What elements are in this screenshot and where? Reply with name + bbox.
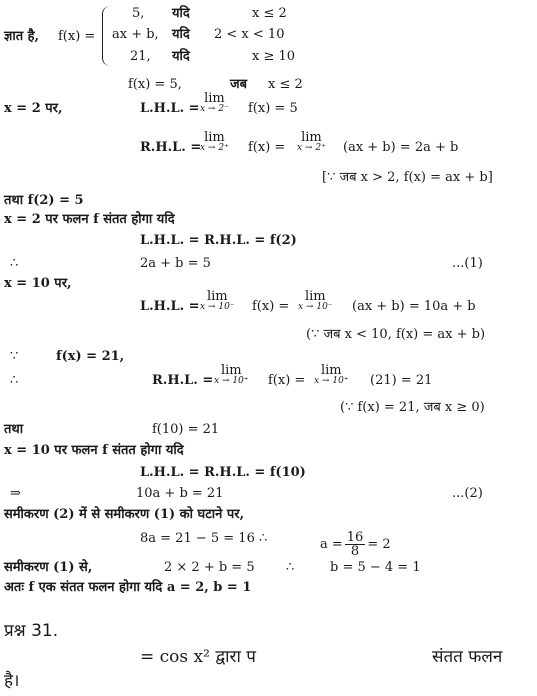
equation-1: 2a + b = 5 bbox=[140, 256, 211, 271]
cont-at-10: x = 10 पर फलन f संतत होगा यदि bbox=[4, 443, 184, 458]
question-31-right: संतत फलन bbox=[432, 647, 503, 667]
therefore-2: ∴ bbox=[10, 373, 19, 388]
line-fx5: f(x) = 5, bbox=[128, 77, 182, 92]
rhl10-result: (21) = 21 bbox=[370, 373, 433, 388]
lhl2-result: f(x) = 5 bbox=[248, 101, 298, 116]
rhl10-lim2: lim x → 10⁺ bbox=[314, 363, 349, 386]
case2-cond: 2 < x < 10 bbox=[214, 27, 285, 42]
therefore-3: ∴ bbox=[286, 560, 295, 575]
case3-val: 21, bbox=[130, 49, 151, 64]
from-equation-1: समीकरण (1) से, bbox=[4, 560, 93, 575]
conclusion: अतः f एक संतत फलन होगा यदि a = 2, b = 1 bbox=[4, 580, 252, 595]
rhl2-mid: f(x) = bbox=[248, 140, 286, 155]
subtract-step: समीकरण (2) में से समीकरण (1) को घटाने पर, bbox=[4, 507, 245, 522]
eqcond-2: L.H.L. = R.H.L. = f(2) bbox=[140, 233, 297, 248]
note-2: (∵ जब x < 10, f(x) = ax + b) bbox=[306, 327, 486, 342]
cont-at-2: x = 2 पर फलन f संतत होगा यदि bbox=[4, 212, 175, 227]
b-value: b = 5 − 4 = 1 bbox=[330, 560, 421, 575]
case3-word: यदि bbox=[172, 49, 190, 64]
a-fraction: $\frac{16}{8}$ bbox=[346, 530, 364, 559]
rhl-lim1: lim x → 2⁺ bbox=[200, 130, 229, 153]
at-x2: x = 2 पर, bbox=[4, 101, 63, 116]
question-31-end: है। bbox=[4, 671, 20, 691]
implies-sign: ⇒ bbox=[10, 486, 21, 501]
case3-cond: x ≥ 10 bbox=[252, 49, 296, 64]
eight-a: 8a = 21 − 5 = 16 ∴ bbox=[140, 531, 268, 546]
equation-2-number: ...(2) bbox=[452, 486, 483, 501]
lhl10-lim2: lim x → 10⁻ bbox=[298, 289, 333, 312]
case2-val: ax + b, bbox=[112, 27, 159, 42]
rhl10-mid: f(x) = bbox=[268, 373, 306, 388]
rhl10-label: R.H.L. = bbox=[152, 373, 214, 388]
therefore-1: ∴ bbox=[10, 256, 19, 271]
f10-value: f(10) = 21 bbox=[152, 422, 220, 437]
equation-2: 10a + b = 21 bbox=[136, 486, 224, 501]
note-3: (∵ f(x) = 21, जब x ≥ 0) bbox=[340, 400, 485, 415]
equation-1-number: ...(1) bbox=[452, 256, 483, 271]
lhl10-mid: f(x) = bbox=[252, 299, 290, 314]
lhl10-label: L.H.L. = bbox=[140, 299, 200, 314]
lhl10-lim1: lim x → 10⁻ bbox=[200, 289, 235, 312]
case2-word: यदि bbox=[172, 27, 190, 42]
eqcond-10: L.H.L. = R.H.L. = f(10) bbox=[140, 465, 306, 480]
line-xle2: x ≤ 2 bbox=[268, 77, 303, 92]
case1-cond: x ≤ 2 bbox=[252, 6, 287, 21]
calc-b-step: 2 × 2 + b = 5 bbox=[164, 560, 255, 575]
question-31-expr: = cos x² द्वारा प bbox=[140, 647, 256, 667]
fx-label: f(x) = bbox=[58, 29, 96, 44]
case1-val: 5, bbox=[132, 6, 145, 21]
tatha-f2: तथा f(2) = 5 bbox=[4, 193, 84, 208]
rhl-lim2: lim x → 2⁺ bbox=[297, 130, 326, 153]
tatha-label: तथा bbox=[4, 422, 24, 437]
lhl-lim: lim x → 2⁻ bbox=[200, 91, 229, 114]
because-sign: ∵ bbox=[10, 349, 19, 364]
rhl-label: R.H.L. = bbox=[140, 140, 202, 155]
given-label: ज्ञात है, bbox=[4, 29, 40, 44]
rhl10-lim1: lim x → 10⁺ bbox=[214, 363, 249, 386]
lhl10-result: (ax + b) = 10a + b bbox=[352, 299, 476, 314]
case1-word: यदि bbox=[172, 6, 190, 21]
a-equals: a = $\frac{16}{8}$ = 2 bbox=[320, 530, 391, 559]
line-jab: जब bbox=[230, 77, 248, 92]
lhl-label: L.H.L. = bbox=[140, 101, 200, 116]
f-equals-21: f(x) = 21, bbox=[56, 349, 125, 364]
rhl2-result: (ax + b) = 2a + b bbox=[343, 140, 459, 155]
question-31-label: प्रश्न 31. bbox=[4, 621, 59, 641]
at-x10: x = 10 पर, bbox=[4, 276, 72, 291]
note-1: [∵ जब x > 2, f(x) = ax + b] bbox=[322, 170, 493, 185]
